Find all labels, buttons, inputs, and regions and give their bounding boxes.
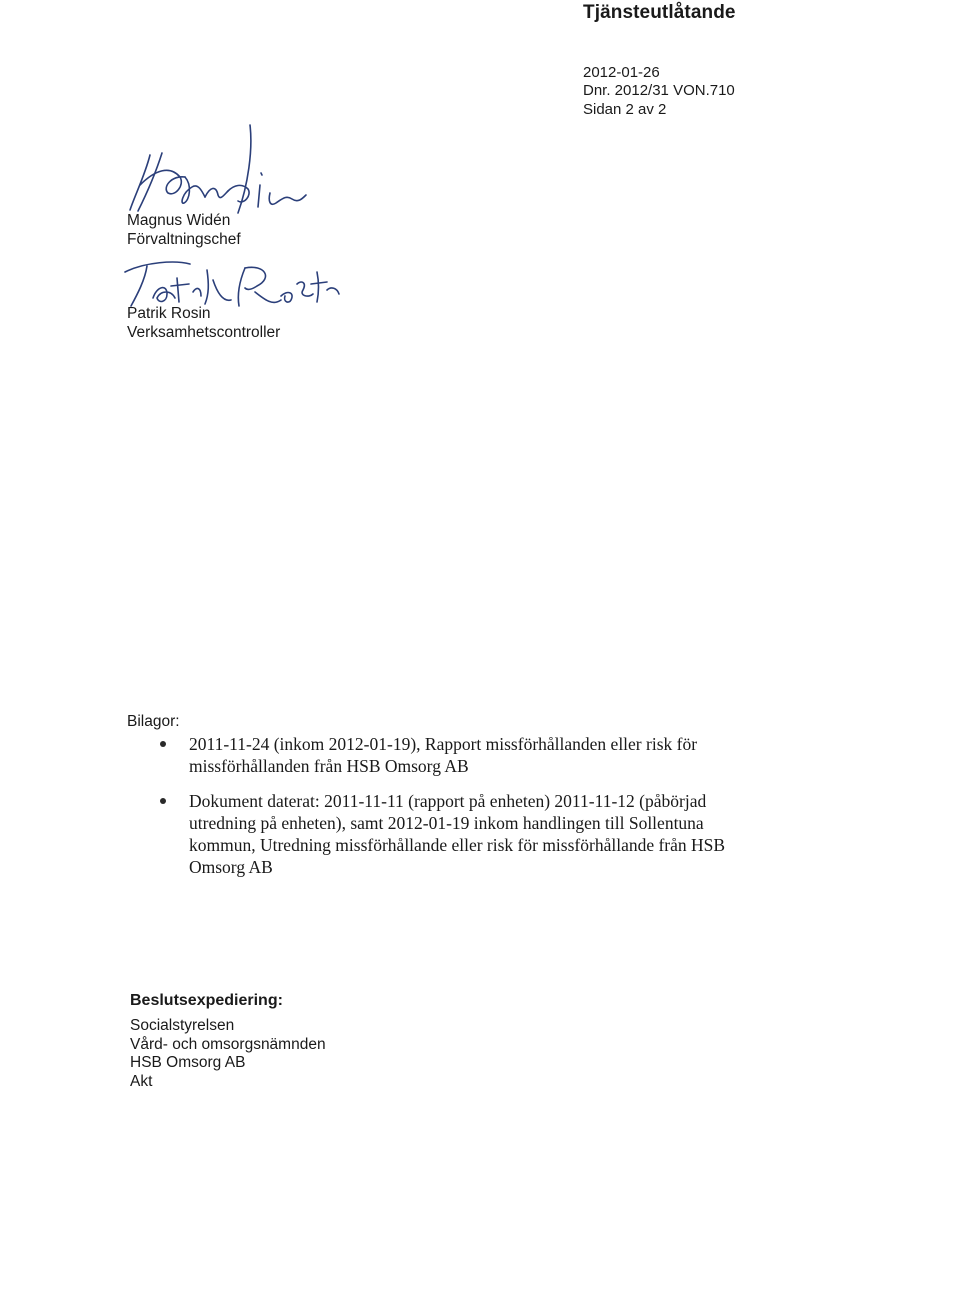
expedition-heading: Beslutsexpediering: xyxy=(130,992,283,1009)
list-item xyxy=(160,733,740,777)
list-item: HSB Omsorg AB xyxy=(130,1054,246,1071)
document-reference: Dnr. 2012/31 VON.710 xyxy=(583,82,735,99)
page-number: Sidan 2 av 2 xyxy=(583,101,667,118)
signatory-name: Patrik Rosin xyxy=(127,305,211,322)
bullet-icon xyxy=(160,798,166,804)
attachment-text: Dokument daterat: 2011-11-11 (rapport på enheten) 2011-11-12 (påbörjad utredning på enheten), samt 2012-01-19 inkom handlingen till Sollentuna kommun, Utredning missförhållande eller risk för missförhållande från HSB Omsorg AB xyxy=(189,791,726,877)
attachments-label: Bilagor: xyxy=(127,713,180,730)
list-item: Akt xyxy=(130,1072,153,1090)
attachments-list xyxy=(160,733,740,891)
recipient-list xyxy=(130,1017,326,1091)
list-item xyxy=(160,790,740,878)
signatory-title: Förvaltningschef xyxy=(127,231,241,248)
document-type: Tjänsteutlåtande xyxy=(583,2,736,23)
list-item: Vård- och omsorgsnämnden xyxy=(130,1035,326,1053)
bullet-icon xyxy=(160,741,166,747)
attachment-text: 2011-11-24 (inkom 2012-01-19), Rapport missförhållanden eller risk för missförhållanden från HSB Omsorg AB xyxy=(189,734,698,776)
list-item: Socialstyrelsen xyxy=(130,1017,235,1034)
document-date: 2012-01-26 xyxy=(583,64,660,81)
signatory-name: Magnus Widén xyxy=(127,212,231,229)
signature-magnus-widen xyxy=(110,115,310,225)
signature-patrik-rosin xyxy=(105,250,345,310)
signatory-title: Verksamhetscontroller xyxy=(127,324,281,341)
